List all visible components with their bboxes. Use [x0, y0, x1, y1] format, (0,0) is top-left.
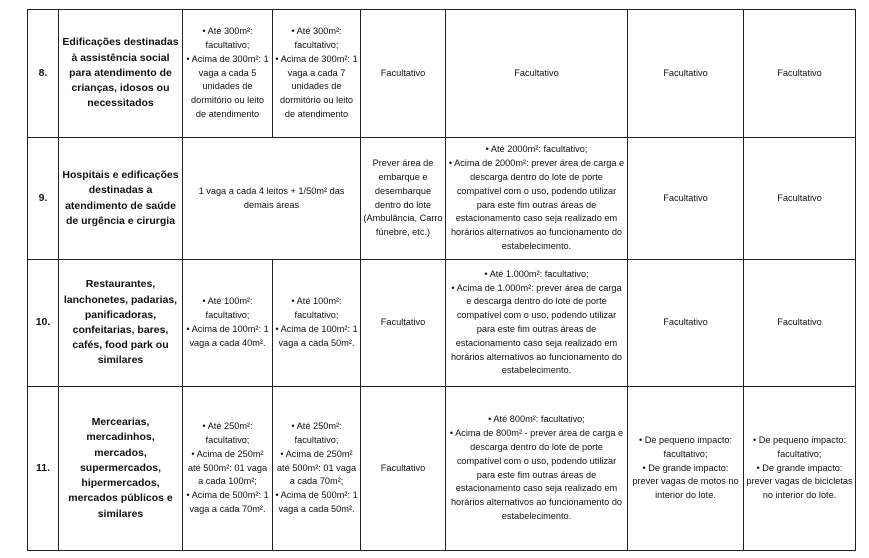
cell-col-b [273, 387, 361, 551]
cell-col-e [628, 138, 744, 260]
cell-col-a [183, 387, 273, 551]
cell-col-e [628, 387, 744, 551]
cell-col-c [361, 387, 446, 551]
cell-paragraph: • Até 250m²: facultativo; [202, 421, 253, 445]
row-category: Mercearias, mercadinhos, mercados, supermercados, hipermercados, mercados públicos e similares [59, 387, 183, 551]
cell-paragraph: Facultativo [380, 67, 426, 78]
cell-paragraph: • Até 1.000m²: facultativo; [484, 268, 589, 279]
cell-paragraph: • De grande impacto: prever vagas de motos no interior do lote. [632, 462, 739, 501]
cell-col-f [744, 260, 856, 387]
cell-paragraph: • De pequeno impacto: facultativo; [638, 435, 733, 459]
cell-paragraph: • De grande impacto: prever vagas de bicicletas no interior do lote. [746, 462, 853, 501]
row-number: 11. [28, 387, 59, 551]
cell-paragraph: Facultativo [514, 67, 559, 78]
cell-col-a [183, 260, 273, 387]
cell-col-ab [183, 138, 361, 260]
cell-paragraph: Facultativo [777, 192, 822, 203]
cell-paragraph: Facultativo [663, 192, 708, 203]
cell-paragraph: 1 vaga a cada 4 leitos + 1/50m² das demais áreas [198, 185, 345, 210]
cell-paragraph: • Acima de 100m²: 1 vaga a cada 50m². [275, 324, 358, 348]
cell-col-b [273, 260, 361, 387]
cell-paragraph: • Até 2000m²: facultativo; [485, 144, 588, 155]
cell-col-f [744, 138, 856, 260]
cell-paragraph: • Acima de 100m²: 1 vaga a cada 40m². [186, 324, 269, 348]
cell-col-d [446, 387, 628, 551]
cell-paragraph: Facultativo [777, 317, 822, 328]
cell-col-d [446, 260, 628, 387]
table-row [28, 138, 856, 260]
cell-paragraph: • Até 250m²: facultativo; [291, 421, 342, 445]
row-number: 8. [28, 10, 59, 138]
row-number: 10. [28, 260, 59, 387]
cell-col-e [628, 10, 744, 138]
cell-col-b [273, 10, 361, 138]
cell-paragraph: • Até 300m²: facultativo; [202, 26, 253, 50]
cell-paragraph: • Acima de 250m² até 500m²: 01 vaga a cada 70m²; [276, 448, 357, 487]
table-row [28, 10, 856, 138]
cell-paragraph: • Acima de 2000m²: prever área de carga e descarga dentro do lote de porte compatível com o uso, podendo utilizar para este fim outras áreas de estacionamento caso seja realizado em horários alternativos ao funcionamento do estabelecimento. [448, 158, 625, 251]
cell-col-f [744, 387, 856, 551]
row-category: Edificações destinadas à assistência social para atendimento de crianças, idosos ou necessitados [59, 10, 183, 138]
cell-paragraph: • Acima de 300m²: 1 vaga a cada 5 unidades de dormitório ou leito de atendimento [186, 53, 269, 119]
cell-paragraph: Facultativo [777, 67, 822, 78]
parking-requirements-table-wrapper [27, 9, 856, 551]
cell-paragraph: • Acima de 500m²: 1 vaga a cada 50m². [275, 490, 358, 514]
cell-paragraph: • Até 800m²: facultativo; [488, 414, 585, 425]
cell-paragraph: • Acima de 800m² - prever área de carga e descarga dentro do lote de porte compatível com o uso, podendo utilizar para este fim outras áreas de estacionamento caso seja realizado em horários alternativos ao funcionamento do estabelecimento. [449, 428, 624, 521]
table-row [28, 387, 856, 551]
row-category: Hospitais e edificações destinadas a atendimento de saúde de urgência e cirurgia [59, 138, 183, 260]
row-category: Restaurantes, lanchonetes, padarias, panificadoras, confeitarias, bares, cafés, food park ou similares [59, 260, 183, 387]
cell-col-f [744, 10, 856, 138]
cell-paragraph: • Até 100m²: facultativo; [202, 296, 253, 321]
cell-paragraph: Facultativo [663, 317, 708, 328]
cell-col-a [183, 10, 273, 138]
cell-col-c [361, 260, 446, 387]
cell-paragraph: • De pequeno impacto: facultativo; [752, 435, 847, 459]
cell-col-e [628, 260, 744, 387]
cell-paragraph: • Até 100m²: facultativo; [291, 296, 342, 321]
row-number: 9. [28, 138, 59, 260]
cell-col-c [361, 138, 446, 260]
cell-paragraph: Prever área de embarque e desembarque dentro do lote (Ambulância, Carro fúnebre, etc.) [363, 158, 443, 238]
cell-col-d [446, 138, 628, 260]
parking-requirements-table [27, 9, 856, 551]
table-row [28, 260, 856, 387]
cell-paragraph: • Acima de 1.000m²: prever área de carga e descarga dentro do lote de porte compatível com o uso, podendo utilizar para este fim outras áreas de estacionamento caso seja realizado em horários alternativos ao funcionamento do estabelecimento. [450, 282, 623, 376]
cell-paragraph: Facultativo [380, 317, 426, 328]
cell-paragraph: • Acima de 250m² até 500m²: 01 vaga a cada 100m²; [187, 448, 268, 487]
cell-paragraph: • Acima de 500m²: 1 vaga a cada 70m². [186, 490, 269, 514]
cell-col-d [446, 10, 628, 138]
cell-paragraph: • Até 300m²: facultativo; [291, 26, 342, 50]
cell-paragraph: Facultativo [663, 67, 708, 78]
cell-col-c [361, 10, 446, 138]
cell-paragraph: Facultativo [380, 462, 426, 473]
cell-paragraph: • Acima de 300m²: 1 vaga a cada 7 unidades de dormitório ou leito de atendimento [275, 53, 358, 119]
